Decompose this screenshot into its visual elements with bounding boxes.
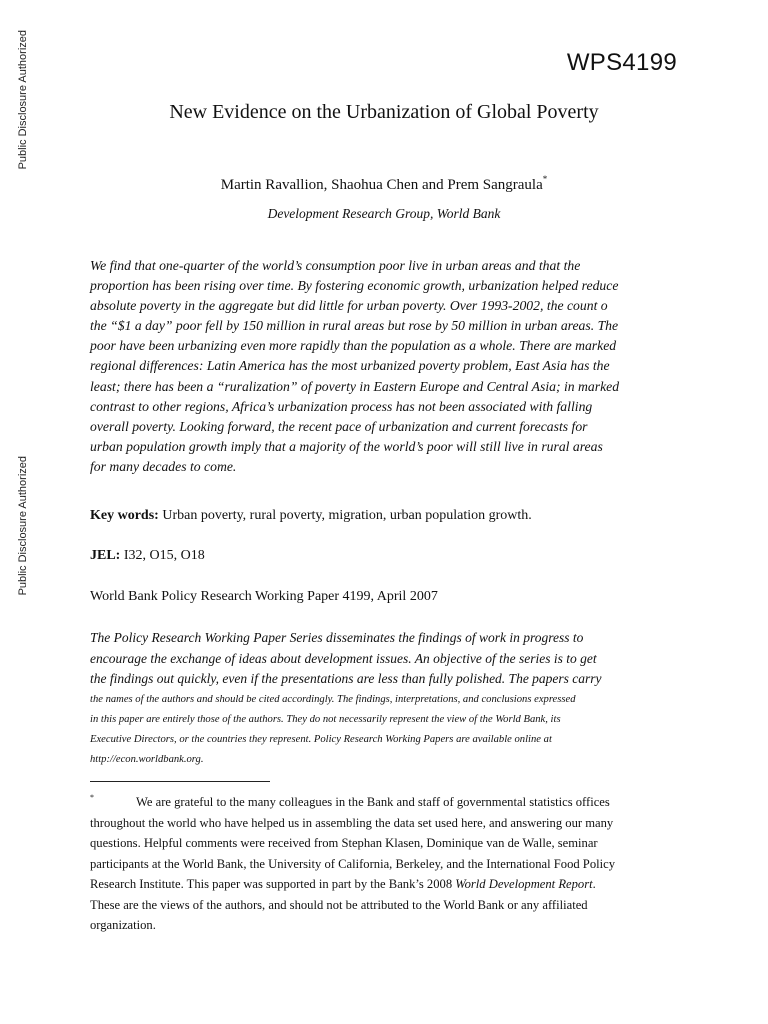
jel-label: JEL:: [90, 548, 121, 563]
abstract-line: absolute poverty in the aggregate but did little for urban poverty. Over 1993-2002, the count o: [90, 298, 608, 314]
disclaimer-line: the findings out quickly, even if the presentations are less than fully polished. The papers carry: [90, 671, 602, 686]
footnote-line: organization.: [90, 918, 156, 932]
keywords-text: Urban poverty, rural poverty, migration, urban population growth.: [158, 508, 532, 523]
paper-title: New Evidence on the Urbanization of Global Poverty: [169, 101, 599, 123]
jel-codes: [90, 548, 682, 564]
authors-text: Martin Ravallion, Shaohua Chen and Prem Sangraula: [220, 177, 543, 193]
footnote-line: These are the views of the authors, and should not be attributed to the World Bank or any affiliated: [90, 897, 588, 912]
disclaimer-line: Executive Directors, or the countries they represent. Policy Research Working Papers are available online at: [90, 733, 552, 745]
footnote-line: [90, 788, 682, 813]
disclaimer-line: the names of the authors and should be cited accordingly. The findings, interpretations, and conclusions expressed: [90, 693, 576, 705]
abstract-line: least; there has been a “ruralization” of poverty in Eastern Europe and Central Asia; in marked: [90, 378, 620, 394]
footnote: [90, 788, 682, 936]
footnote-line: questions. Helpful comments were received from Stephan Klasen, Dominique van de Walle, seminar: [90, 836, 598, 850]
abstract-line: contrast to other regions, Africa’s urbanization process has not been associated with falling: [90, 398, 593, 414]
disclaimer-line: The Policy Research Working Paper Series disseminates the findings of work in progress to: [90, 630, 584, 645]
jel-text: I32, O15, O18: [120, 548, 205, 563]
footnote-line: [90, 874, 682, 895]
abstract-line: for many decades to come.: [90, 458, 237, 474]
abstract-line: overall poverty. Looking forward, the recent pace of urbanization and current forecasts for: [90, 418, 588, 434]
series-disclaimer: [90, 628, 682, 770]
side-label-disclosure-bottom: Public Disclosure Authorized: [17, 456, 29, 596]
abstract-line: the “$1 a day” poor fell by 150 million in rural areas but rose by 50 million in urban areas. The: [90, 318, 619, 334]
abstract-line: urban population growth imply that a majority of the world’s poor will still live in rural areas: [90, 438, 603, 454]
abstract-line: proportion has been rising over time. By fostering economic growth, urbanization helped reduce: [90, 278, 619, 294]
footnote-separator: [90, 781, 270, 782]
report-id: WPS4199: [566, 49, 677, 76]
wdr-title: World Development Report: [455, 877, 593, 891]
abstract-line: We find that one-quarter of the world’s consumption poor live in urban areas and that the: [90, 258, 581, 273]
footnote-line-text: .: [592, 877, 596, 891]
abstract-line: poor have been urbanizing even more rapidly than the population as a whole. There are marked: [90, 338, 617, 354]
footnote-line: participants at the World Bank, the University of California, Berkeley, and the International Food Policy: [90, 856, 615, 871]
author-list: [0, 174, 768, 194]
footnote-line-text: Research Institute. This paper was supported in part by the Bank’s 2008: [90, 877, 456, 891]
affiliation: Development Research Group, World Bank: [267, 206, 501, 221]
disclaimer-url-line: http://econ.worldbank.org.: [90, 753, 204, 765]
working-paper-reference: World Bank Policy Research Working Paper 4199, April 2007: [90, 589, 438, 604]
keywords: [90, 508, 682, 524]
side-label-disclosure-top: Public Disclosure Authorized: [17, 30, 29, 170]
abstract-line: regional differences: Latin America has the most urbanized poverty problem, East Asia has the: [90, 358, 610, 374]
footnote-line-text: We are grateful to the many colleagues in the Bank and staff of governmental statistics offices: [136, 795, 610, 809]
disclaimer-line: in this paper are entirely those of the authors. They do not necessarily represent the view of the World Bank, its: [90, 713, 561, 725]
author-footnote-marker: *: [542, 174, 548, 184]
keywords-label: Key words:: [90, 508, 159, 523]
abstract: [90, 256, 682, 477]
disclaimer-line: encourage the exchange of ideas about development issues. An objective of the series is to get: [90, 650, 597, 666]
footnote-line: throughout the world who have helped us in assembling the data set used here, and answering our many: [90, 815, 614, 830]
footnote-marker: *: [90, 793, 94, 802]
